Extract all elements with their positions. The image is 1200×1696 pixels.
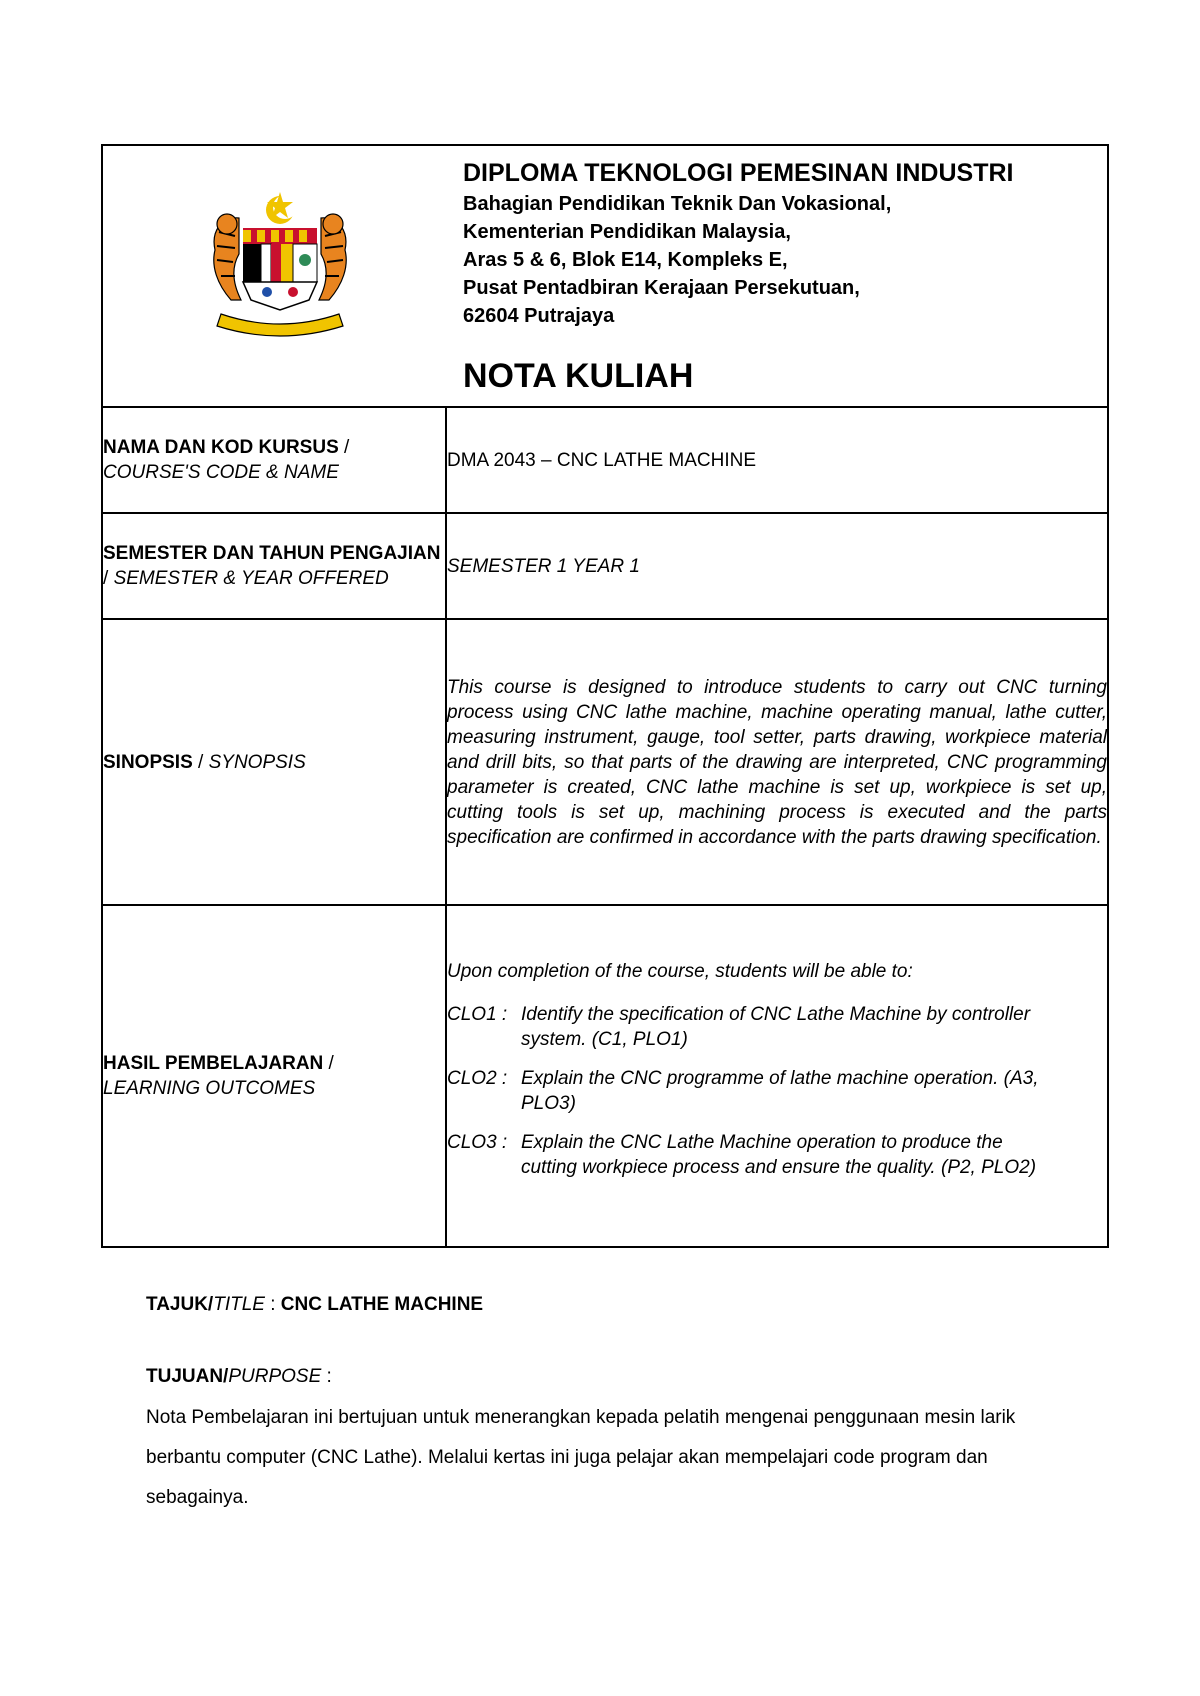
clo-item <box>447 1002 1107 1052</box>
course-label: NAMA DAN KOD KURSUS / COURSE'S CODE & NAME <box>102 407 446 513</box>
title-line: TAJUK/TITLE : CNC LATHE MACHINE <box>146 1294 484 1315</box>
address-line: Pusat Pentadbiran Kerajaan Persekutuan, <box>463 277 860 299</box>
purpose-text: Nota Pembelajaran ini bertujuan untuk menerangkan kepada pelatih mengenai penggunaan mesin larik berbantu computer (CNC Lathe). Melalui kertas ini juga pelajar akan mempelajari code program dan sebagainya. <box>146 1407 1016 1508</box>
outcomes-row <box>102 905 1108 1247</box>
clo-text: Explain the CNC Lathe Machine operation to produce the cutting workpiece process and ensure the quality. (P2, PLO2) <box>521 1131 1037 1178</box>
address-line: Bahagian Pendidikan Teknik Dan Vokasional, <box>463 193 892 215</box>
semester-row <box>102 513 1108 619</box>
malaysia-coat-of-arms-icon <box>181 188 379 338</box>
clo-text: Explain the CNC programme of lathe machine operation. (A3, PLO3) <box>521 1067 1039 1114</box>
address-line: Kementerian Pendidikan Malaysia, <box>463 221 791 243</box>
course-value: DMA 2043 – CNC LATHE MACHINE <box>446 407 1108 513</box>
purpose-heading: TUJUAN/PURPOSE : <box>146 1366 332 1387</box>
clo-code: CLO3 : <box>447 1131 508 1153</box>
outcomes-intro: Upon completion of the course, students will be able to: <box>447 960 913 982</box>
clo-item <box>447 1130 1107 1180</box>
semester-value: SEMESTER 1 YEAR 1 <box>446 513 1108 619</box>
course-row <box>102 407 1108 513</box>
synopsis-row <box>102 619 1108 905</box>
semester-label: SEMESTER DAN TAHUN PENGAJIAN / SEMESTER & YEAR OFFERED <box>102 513 446 619</box>
clo-item <box>447 1066 1107 1116</box>
synopsis-value: This course is designed to introduce students to carry out CNC turning process using CNC lathe machine, machine operating manual, lathe cutter, measuring instrument, gauge, tool setter, parts drawing, workpiece material and drill bits, so that parts of the drawing are interpreted, CNC programming parameter is created, CNC lathe machine is set up, workpiece is set up, cutting tools is set up, machining process is executed and the parts specification are confirmed in accordance with the parts drawing specification. <box>446 619 1108 905</box>
address-line: Aras 5 & 6, Blok E14, Kompleks E, <box>463 249 788 271</box>
outcomes-value <box>446 905 1108 1247</box>
doc-title: NOTA KULIAH <box>463 357 694 395</box>
address-line: 62604 Putrajaya <box>463 305 615 327</box>
synopsis-label: SINOPSIS / SYNOPSIS <box>102 619 446 905</box>
outcomes-label: HASIL PEMBELAJARAN / LEARNING OUTCOMES <box>102 905 446 1247</box>
clo-code: CLO1 : <box>447 1003 508 1025</box>
institution-block <box>463 158 1103 330</box>
clo-code: CLO2 : <box>447 1067 508 1089</box>
header-block <box>102 145 1108 407</box>
course-info-table <box>101 144 1109 1248</box>
clo-text: Identify the specification of CNC Lathe Machine by controller system. (C1, PLO1) <box>521 1003 1031 1050</box>
program-name: DIPLOMA TEKNOLOGI PEMESINAN INDUSTRI <box>463 159 1014 187</box>
